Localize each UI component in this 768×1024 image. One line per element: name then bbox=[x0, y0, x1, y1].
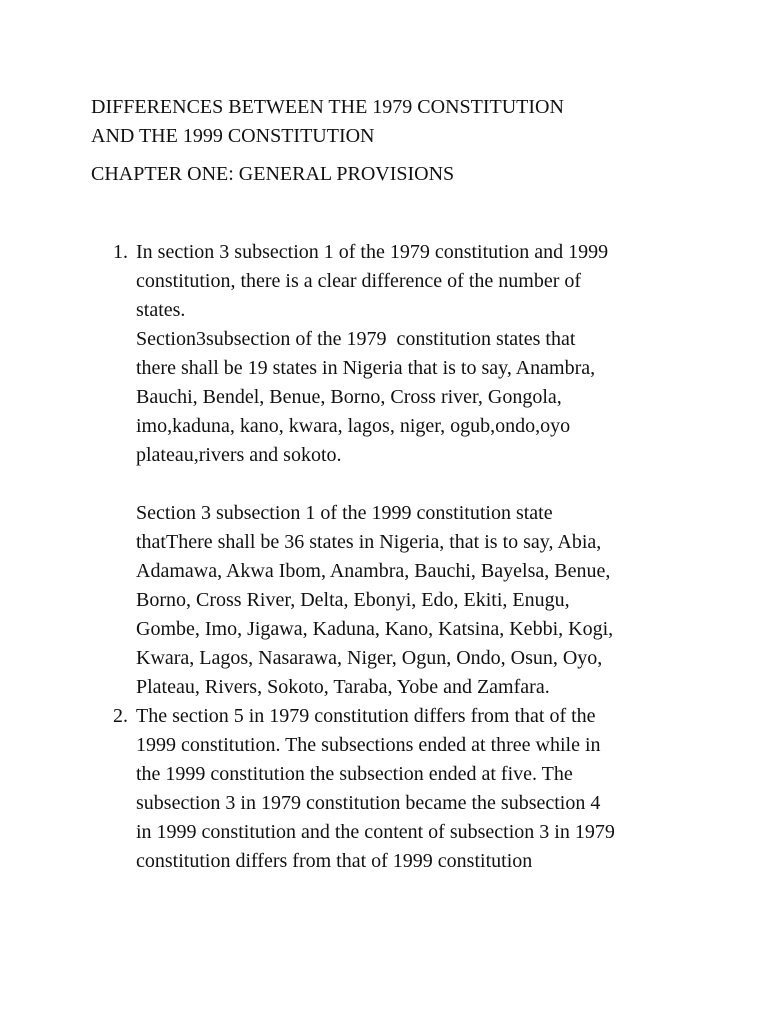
paragraph-line: the 1999 constitution the subsection ended at five. The bbox=[136, 763, 573, 785]
paragraph-line: Bauchi, Bendel, Benue, Borno, Cross river, Gongola, bbox=[136, 386, 562, 408]
title-line: AND THE 1999 CONSTITUTION bbox=[91, 125, 375, 147]
title-line: DIFFERENCES BETWEEN THE 1979 CONSTITUTION bbox=[91, 96, 564, 118]
chapter-heading: CHAPTER ONE: GENERAL PROVISIONS bbox=[91, 163, 455, 185]
paragraph-line: Section3subsection of the 1979 constitution states that bbox=[136, 328, 576, 350]
list-item bbox=[0, 238, 696, 702]
paragraph-line: plateau,rivers and sokoto. bbox=[136, 444, 342, 466]
list-item-number: 1. bbox=[113, 241, 128, 263]
paragraph-line: 1999 constitution. The subsections ended at three while in bbox=[136, 734, 601, 756]
list-item bbox=[0, 702, 696, 876]
paragraph-line: constitution differs from that of 1999 constitution bbox=[136, 850, 533, 872]
differences-list bbox=[0, 238, 768, 876]
paragraph-line: constitution, there is a clear difference of the number of bbox=[136, 270, 582, 292]
blank-line bbox=[136, 470, 696, 499]
paragraph-line: there shall be 19 states in Nigeria that is to say, Anambra, bbox=[136, 357, 596, 379]
paragraph-line: in 1999 constitution and the content of subsection 3 in 1979 bbox=[136, 821, 615, 843]
paragraph-line: Adamawa, Akwa Ibom, Anambra, Bauchi, Bayelsa, Benue, bbox=[136, 560, 611, 582]
paragraph-line: Section 3 subsection 1 of the 1999 constitution state bbox=[136, 502, 553, 524]
document-title bbox=[91, 93, 711, 151]
paragraph-line: Kwara, Lagos, Nasarawa, Niger, Ogun, Ondo, Osun, Oyo, bbox=[136, 647, 603, 669]
paragraph-line: states. bbox=[136, 299, 186, 321]
paragraph-line: thatThere shall be 36 states in Nigeria, that is to say, Abia, bbox=[136, 531, 602, 553]
paragraph-line: Borno, Cross River, Delta, Ebonyi, Edo, Ekiti, Enugu, bbox=[136, 589, 570, 611]
list-item-number: 2. bbox=[113, 705, 128, 727]
paragraph-line: imo,kaduna, kano, kwara, lagos, niger, ogub,ondo,oyo bbox=[136, 415, 571, 437]
paragraph-line: Plateau, Rivers, Sokoto, Taraba, Yobe and Zamfara. bbox=[136, 676, 550, 698]
paragraph-line: Gombe, Imo, Jigawa, Kaduna, Kano, Katsina, Kebbi, Kogi, bbox=[136, 618, 614, 640]
paragraph-line: In section 3 subsection 1 of the 1979 constitution and 1999 bbox=[136, 241, 609, 263]
paragraph-line: subsection 3 in 1979 constitution became the subsection 4 bbox=[136, 792, 601, 814]
paragraph-line: The section 5 in 1979 constitution differs from that of the bbox=[136, 705, 596, 727]
